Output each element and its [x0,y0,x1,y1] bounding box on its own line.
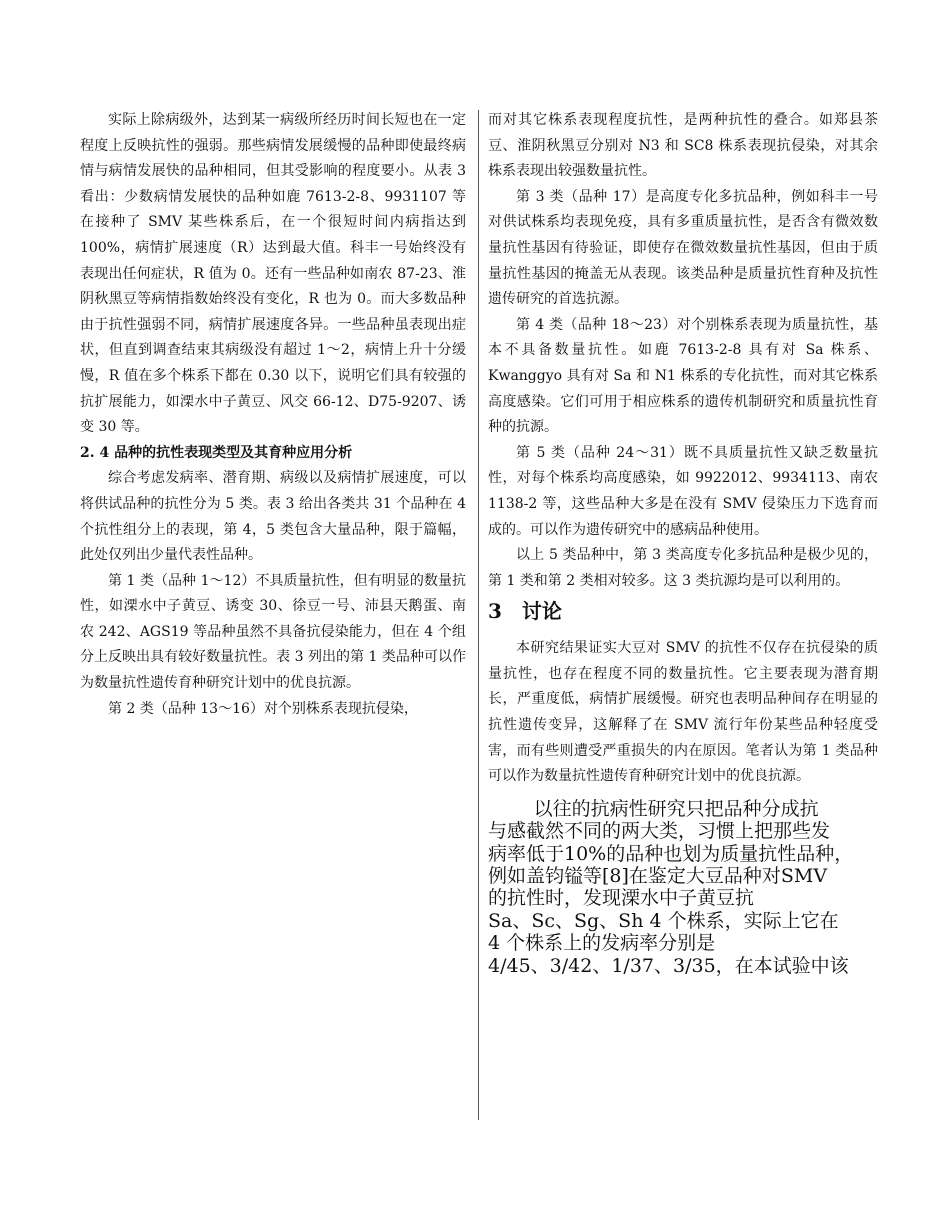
discussion-line: Sa、Sc、Sg、Sh 4 个株系，实际上它在 [488,909,839,932]
left-paragraph-1: 实际上除病级外，达到某一病级所经历时间长短也在一定程度上反映抗性的强弱。那些病情发展缓慢的品种即使最终病情与病情发展快的品种相同，但其受影响的程度要小。从表 3 看出：少数病情发展快的品种如鹿 7613-2-8、9931107 等在接种了 SMV 某些株系后，在一个很短时间内病指达到 100%，病情扩展速度（R）达到最大值。科丰一号始终没有表现出任何症状，R 值为 0。还有一些品种如南农 87-23、淮阴秋黑豆等病情指数始终没有变化，R 也为 0。而大多数品种由于抗性强弱不同，病情扩展速度各异。一些品种虽表现出症状，但直到调查结束其病级没有超过 1～2，病情上升十分缓慢，R 值在多个株系下都在 0.30 以下，说明它们具有较强的抗扩展能力，如溧水中子黄豆、风交 66-12、D75-9207、诱变 30 等。 [80,112,466,436]
right-paragraph-4: 第 5 类（品种 24～31）既不具质量抗性又缺乏数量抗性，对每个株系均高度感染，如 9922012、9934113、南农 1138-2 等，这些品种大多是在没有 SMV 侵染压力下选育而成的。可以作为遗传研究中的感病品种使用。 [488,444,878,538]
right-paragraph-2: 第 3 类（品种 17）是高度专化多抗品种，例如科丰一号对供试株系均表现免疫，具有多重质量抗性，是否含有微效数量抗性基因有待验证，即使存在微效数量抗性基因，但由于质量抗性基因的掩盖无从表现。该类品种是质量抗性育种及抗性遗传研究的首选抗源。 [488,188,878,308]
column-divider [478,110,479,1120]
section-heading-2-4: 2. 4 品种的抗性表现类型及其育种应用分析 [80,444,353,461]
section-heading-3-discussion: 3 讨论 [488,599,562,624]
left-column [80,108,466,722]
right-paragraph-3: 第 4 类（品种 18～23）对个别株系表现为质量抗性，基本不具备数量抗性。如鹿 7613-2-8 具有对 Sa 株系、Kwanggyo 具有对 Sa 和 N1 株系的专化抗性，而对其它株系高度感染。它们可用于相应株系的遗传机制研究和质量抗性育种的抗源。 [488,316,878,436]
discussion-line: 4/45、3/42、1/37、3/35，在本试验中该 [488,954,849,977]
discussion-line: 病率低于10%的品种也划为质量抗性品种， [488,842,854,865]
right-paragraph-5: 以上 5 类品种中，第 3 类高度专化多抗品种是极少见的，第 1 类和第 2 类相对较多。这 3 类抗源均是可以利用的。 [488,547,878,589]
left-paragraph-2: 综合考虑发病率、潜育期、病级以及病情扩展速度，可以将供试品种的抗性分为 5 类。表 3 给出各类共 31 个品种在 4 个抗性组分上的表现，第 4，5 类包含大量品种，限于篇幅，此处仅列出少量代表性品种。 [80,470,466,564]
discussion-line: 4 个株系上的发病率分别是 [488,932,716,955]
discussion-line: 的抗性时，发现溧水中子黄豆抗 [488,887,755,910]
discussion-paragraph-1: 本研究结果证实大豆对 SMV 的抗性不仅存在抗侵染的质量抗性，也存在程度不同的数量抗性。它主要表现为潜育期长，严重度低，病情扩展缓慢。研究也表明品种间存在明显的抗性遗传变异，这解释了在 SMV 流行年份某些品种轻度受害，而有些则遭受严重损失的内在原因。笔者认为第 1 类品种可以作为数量抗性遗传育种研究计划中的优良抗源。 [488,640,878,785]
discussion-line: 与感截然不同的两大类，习惯上把那些发 [488,820,831,843]
right-paragraph-1: 而对其它株系表现程度抗性，是两种抗性的叠合。如郑县茶豆、淮阴秋黑豆分别对 N3 和 SC8 株系表现抗侵染，对其余株系表现出较强数量抗性。 [488,112,878,180]
discussion-paragraph-2 [488,798,878,977]
discussion-line: 例如盖钧镒等[8]在鉴定大豆品种对SMV [488,865,828,888]
left-paragraph-3: 第 1 类（品种 1～12）不具质量抗性，但有明显的数量抗性，如溧水中子黄豆、诱变 30、徐豆一号、沛县天鹅蛋、南农 242、AGS19 等品种虽然不具备抗侵染能力，但在 4 个组分上反映出具有较好数量抗性。表 3 列出的第 1 类品种可以作为数量抗性遗传育种研究计划中的优良抗源。 [80,572,466,692]
right-column [488,108,878,977]
left-paragraph-4: 第 2 类（品种 13～16）对个别株系表现抗侵染， [108,700,418,717]
discussion-line: 以往的抗病性研究只把品种分成抗 [533,797,819,820]
